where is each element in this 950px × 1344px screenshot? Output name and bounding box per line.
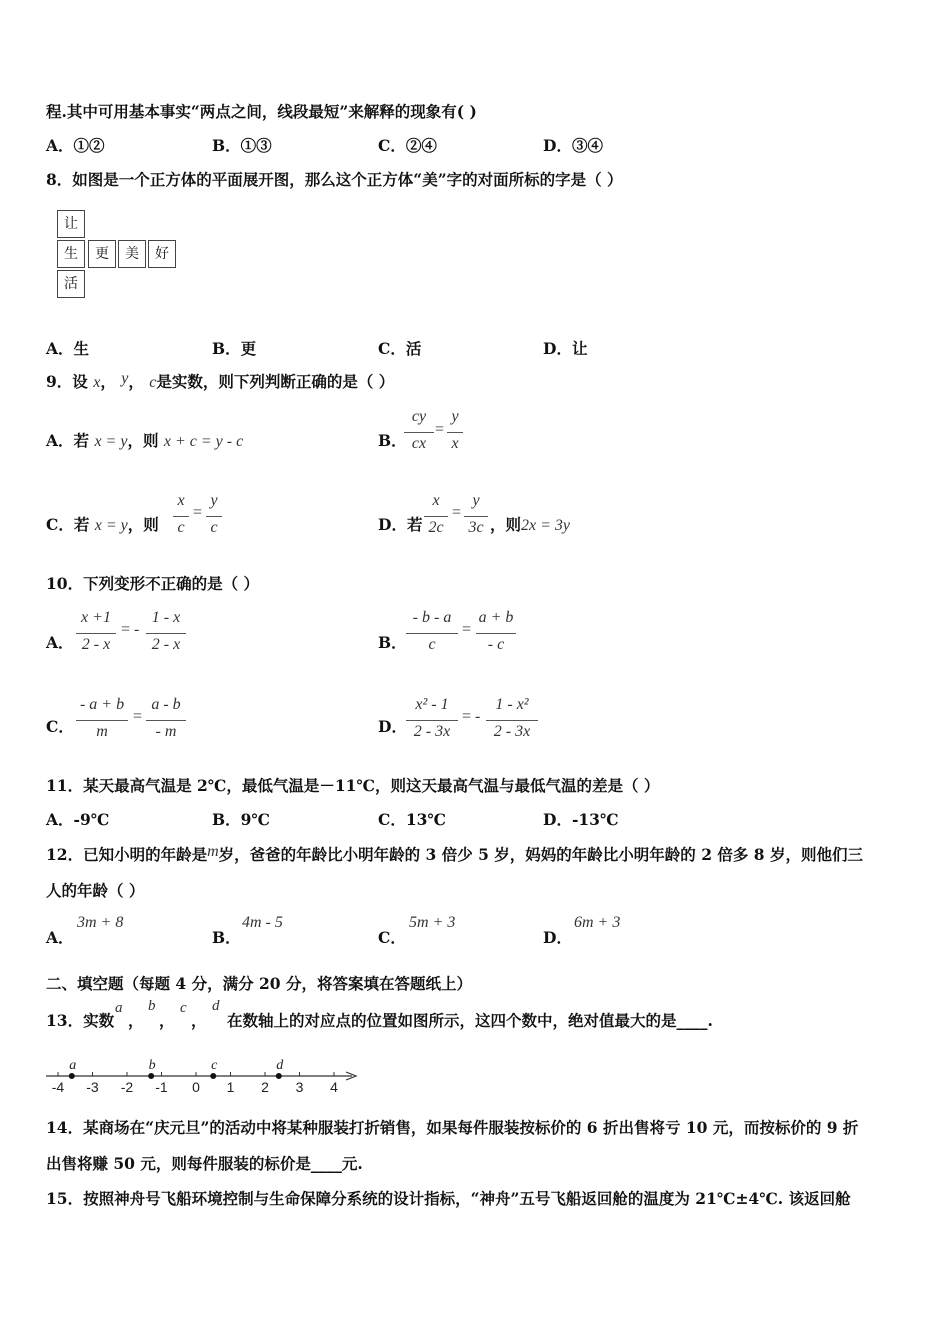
q9-b-den-2: x <box>451 435 459 452</box>
point-label-d: d <box>276 1058 284 1073</box>
q9-d-num-2: y <box>472 492 480 509</box>
axis-tick-label: 0 <box>192 1079 200 1095</box>
q9-d-den-1: 2c <box>428 519 444 536</box>
q12-d-label: D． <box>543 928 572 947</box>
q9-number: 9．设 <box>46 372 88 391</box>
q12-c-label: C． <box>378 928 406 947</box>
q9-c-label: C．若 <box>46 515 90 534</box>
q9-stem <box>46 372 394 393</box>
axis-tick-label: -4 <box>51 1079 65 1095</box>
q10-c-fraction-2 <box>146 696 186 742</box>
q8-option-d: D．让 <box>543 339 588 358</box>
q13-var-d: d <box>212 998 220 1014</box>
axis-tick-label: 4 <box>330 1079 338 1095</box>
point-a <box>69 1073 75 1079</box>
q10-b-fraction-2 <box>476 609 516 655</box>
q9-c-condition: x = y <box>94 517 128 534</box>
q8-stem: 8．如图是一个正方体的平面展开图，那么这个正方体“美”字的对面所标的字是（ ） <box>46 170 623 189</box>
q13-var-c: c <box>180 1000 187 1016</box>
q13-stem-start: 13．实数 <box>46 1011 115 1030</box>
q7-option-d: D．③④ <box>543 136 603 155</box>
q7-option-a: A．①② <box>46 136 105 155</box>
q9-d-equals: = <box>452 504 462 521</box>
q11-option-a: A．-9℃ <box>46 810 110 829</box>
q10-b-equals: = <box>462 621 472 638</box>
q9-b-num-2: y <box>451 408 459 425</box>
q9-comma-1: ， <box>100 372 116 391</box>
q14-line-2: 出售将赚 50 元，则每件服装的标价是____元. <box>46 1154 363 1173</box>
q10-b-den-1: c <box>428 636 436 653</box>
q13-comma-1: ， <box>128 1011 144 1030</box>
q10-a-fraction-1 <box>76 609 116 655</box>
q9-c-num-2: y <box>210 492 218 509</box>
q9-comma-2: ， <box>128 372 144 391</box>
q10-b-num-2: a + b <box>478 609 514 626</box>
q10-d-label: D． <box>378 717 407 736</box>
q13-comma-2: ， <box>159 1011 175 1030</box>
q9-b-equals: = <box>435 421 445 438</box>
q12-stem-line-2: 人的年龄（ ） <box>46 881 145 900</box>
q9-b-num-1: cy <box>411 408 427 425</box>
q12-var-m: m <box>207 843 219 860</box>
net-cell-top: 让 <box>57 210 85 238</box>
q10-a-den-1: 2 - x <box>81 636 111 653</box>
q9-a-then: ，则 <box>127 431 159 450</box>
point-label-c: c <box>211 1058 218 1073</box>
q9-d-result: 2x = 3y <box>521 517 571 534</box>
q9-a-label: A．若 <box>46 431 90 450</box>
q13-stem-tail: 在数轴上的对应点的位置如图所示，这四个数中，绝对值最大的是____. <box>227 1011 713 1030</box>
point-c <box>210 1073 216 1079</box>
q7-option-c: C．②④ <box>378 136 437 155</box>
q12-b-label: B． <box>212 928 241 947</box>
q12-a-expr: 3m + 8 <box>77 914 124 931</box>
q10-c-den-2: - m <box>155 723 177 740</box>
q9-b-den-1: cx <box>411 435 427 452</box>
q9-a-result: x + c = y - c <box>163 433 244 450</box>
q10-c-equals: = <box>133 708 143 725</box>
q9-option-a <box>46 431 243 452</box>
q9-b-fraction-1 <box>404 408 434 454</box>
q9-stem-tail: 是实数，则下列判断正确的是（ ） <box>156 372 395 391</box>
axis-tick-label: -1 <box>155 1079 168 1095</box>
q9-a-condition: x = y <box>94 433 128 450</box>
q10-c-num-2: a - b <box>151 696 181 713</box>
q9-var-c: c <box>149 374 157 391</box>
q10-d-num-1: x² - 1 <box>415 696 449 713</box>
net-cell-middle-1: 更 <box>88 240 116 268</box>
q9-c-then: ，则 <box>127 515 159 534</box>
q10-stem: 10．下列变形不正确的是（ ） <box>46 574 259 593</box>
q7-stem: 程.其中可用基本事实“两点之间，线段最短”来解释的现象有( ) <box>46 102 477 121</box>
q9-c-den-1: c <box>177 519 185 536</box>
q13-comma-3: ， <box>191 1011 207 1030</box>
net-cell-middle-2: 美 <box>118 240 146 268</box>
q10-a-num-1: x +1 <box>81 609 111 626</box>
q12-a-label: A． <box>46 928 74 947</box>
q9-d-label: D．若 <box>378 515 423 534</box>
point-d <box>276 1073 282 1079</box>
axis-tick-label: 2 <box>261 1079 269 1095</box>
net-cell-bottom: 活 <box>57 270 85 298</box>
q12-stem-b: 岁，爸爸的年龄比小明年龄的 3 倍少 5 岁，妈妈的年龄比小明年龄的 2 倍多 8 岁，则他们三 <box>218 845 863 864</box>
q9-d-fraction-2 <box>464 492 488 538</box>
q12-b-expr: 4m - 5 <box>242 914 283 931</box>
q9-c-fraction-2 <box>206 492 222 538</box>
q9-var-y: y <box>121 370 129 387</box>
point-b <box>148 1073 154 1079</box>
q11-option-d: D．-13℃ <box>543 810 619 829</box>
q10-a-fraction-2 <box>146 609 186 655</box>
q11-option-c: C．13℃ <box>378 810 446 829</box>
q10-c-fraction-1 <box>76 696 128 742</box>
q14-line-1: 14．某商场在“庆元旦”的活动中将某种服装打折销售，如果每件服装按标价的 6 折出售将亏 10 元，而按标价的 9 折 <box>46 1118 859 1137</box>
number-line-figure <box>40 1048 370 1096</box>
q9-c-num-1: x <box>177 492 185 509</box>
q10-d-fraction-1 <box>406 696 458 742</box>
q10-c-den-1: m <box>96 723 108 740</box>
q15-line-1: 15．按照神舟号飞船环境控制与生命保障分系统的设计指标，“神舟”五号飞船返回舱的温度为 21℃±4℃. 该返回舱 <box>46 1189 851 1208</box>
q9-c-equals: = <box>193 504 203 521</box>
point-label-a: a <box>69 1058 77 1073</box>
q10-a-equals: = - <box>121 621 140 638</box>
q11-stem: 11．某天最高气温是 2℃，最低气温是－11℃，则这天最高气温与最低气温的差是（ ） <box>46 776 660 795</box>
q9-c-fraction-1 <box>173 492 189 538</box>
q10-b-fraction-1 <box>406 609 458 655</box>
q10-d-equals: = - <box>462 708 481 725</box>
q10-c-label: C． <box>46 717 74 736</box>
point-label-b: b <box>148 1058 156 1073</box>
q9-d-fraction-1 <box>424 492 448 538</box>
q8-option-a: A．生 <box>46 339 90 358</box>
q10-d-fraction-2 <box>486 696 538 742</box>
q10-a-label: A． <box>46 633 74 652</box>
q12-d-expr: 6m + 3 <box>574 914 621 931</box>
q10-d-den-1: 2 - 3x <box>413 723 451 740</box>
q7-option-b: B．①③ <box>212 136 272 155</box>
q10-b-num-1: - b - a <box>412 609 452 626</box>
q13-var-a: a <box>115 1000 123 1016</box>
q9-c-den-2: c <box>210 519 218 536</box>
q12-stem-line-1 <box>46 845 863 866</box>
q9-d-num-1: x <box>432 492 440 509</box>
q12-c-expr: 5m + 3 <box>409 914 456 931</box>
q9-b-label: B． <box>378 431 407 450</box>
q9-d-den-2: 3c <box>468 519 484 536</box>
q9-d-tail <box>490 515 570 536</box>
q10-b-label: B． <box>378 633 407 652</box>
axis-tick-label: -2 <box>120 1079 134 1095</box>
axis-tick-label: 3 <box>295 1079 304 1095</box>
net-cell-middle-3: 好 <box>148 240 176 268</box>
axis-tick-label: -3 <box>86 1079 99 1095</box>
q9-option-c <box>46 515 159 536</box>
q9-b-fraction-2 <box>447 408 463 454</box>
axis-tick-label: 1 <box>226 1079 235 1095</box>
q8-option-c: C．活 <box>378 339 422 358</box>
q10-d-den-2: 2 - 3x <box>493 723 531 740</box>
q11-option-b: B．9℃ <box>212 810 270 829</box>
q9-d-then: ，则 <box>490 515 522 534</box>
q10-d-num-2: 1 - x² <box>495 696 529 713</box>
section-2-title: 二、填空题（每题 4 分，满分 20 分，将答案填在答题纸上） <box>46 974 472 993</box>
q8-option-b: B．更 <box>212 339 257 358</box>
q10-a-num-2: 1 - x <box>151 609 181 626</box>
net-cell-left: 生 <box>57 240 85 268</box>
q10-b-den-2: - c <box>487 636 505 653</box>
q12-stem-a: 12．已知小明的年龄是 <box>46 845 208 864</box>
q10-a-den-2: 2 - x <box>151 636 181 653</box>
q13-var-b: b <box>148 998 156 1014</box>
q9-var-x: x <box>93 374 101 391</box>
q10-c-num-1: - a + b <box>79 696 125 713</box>
